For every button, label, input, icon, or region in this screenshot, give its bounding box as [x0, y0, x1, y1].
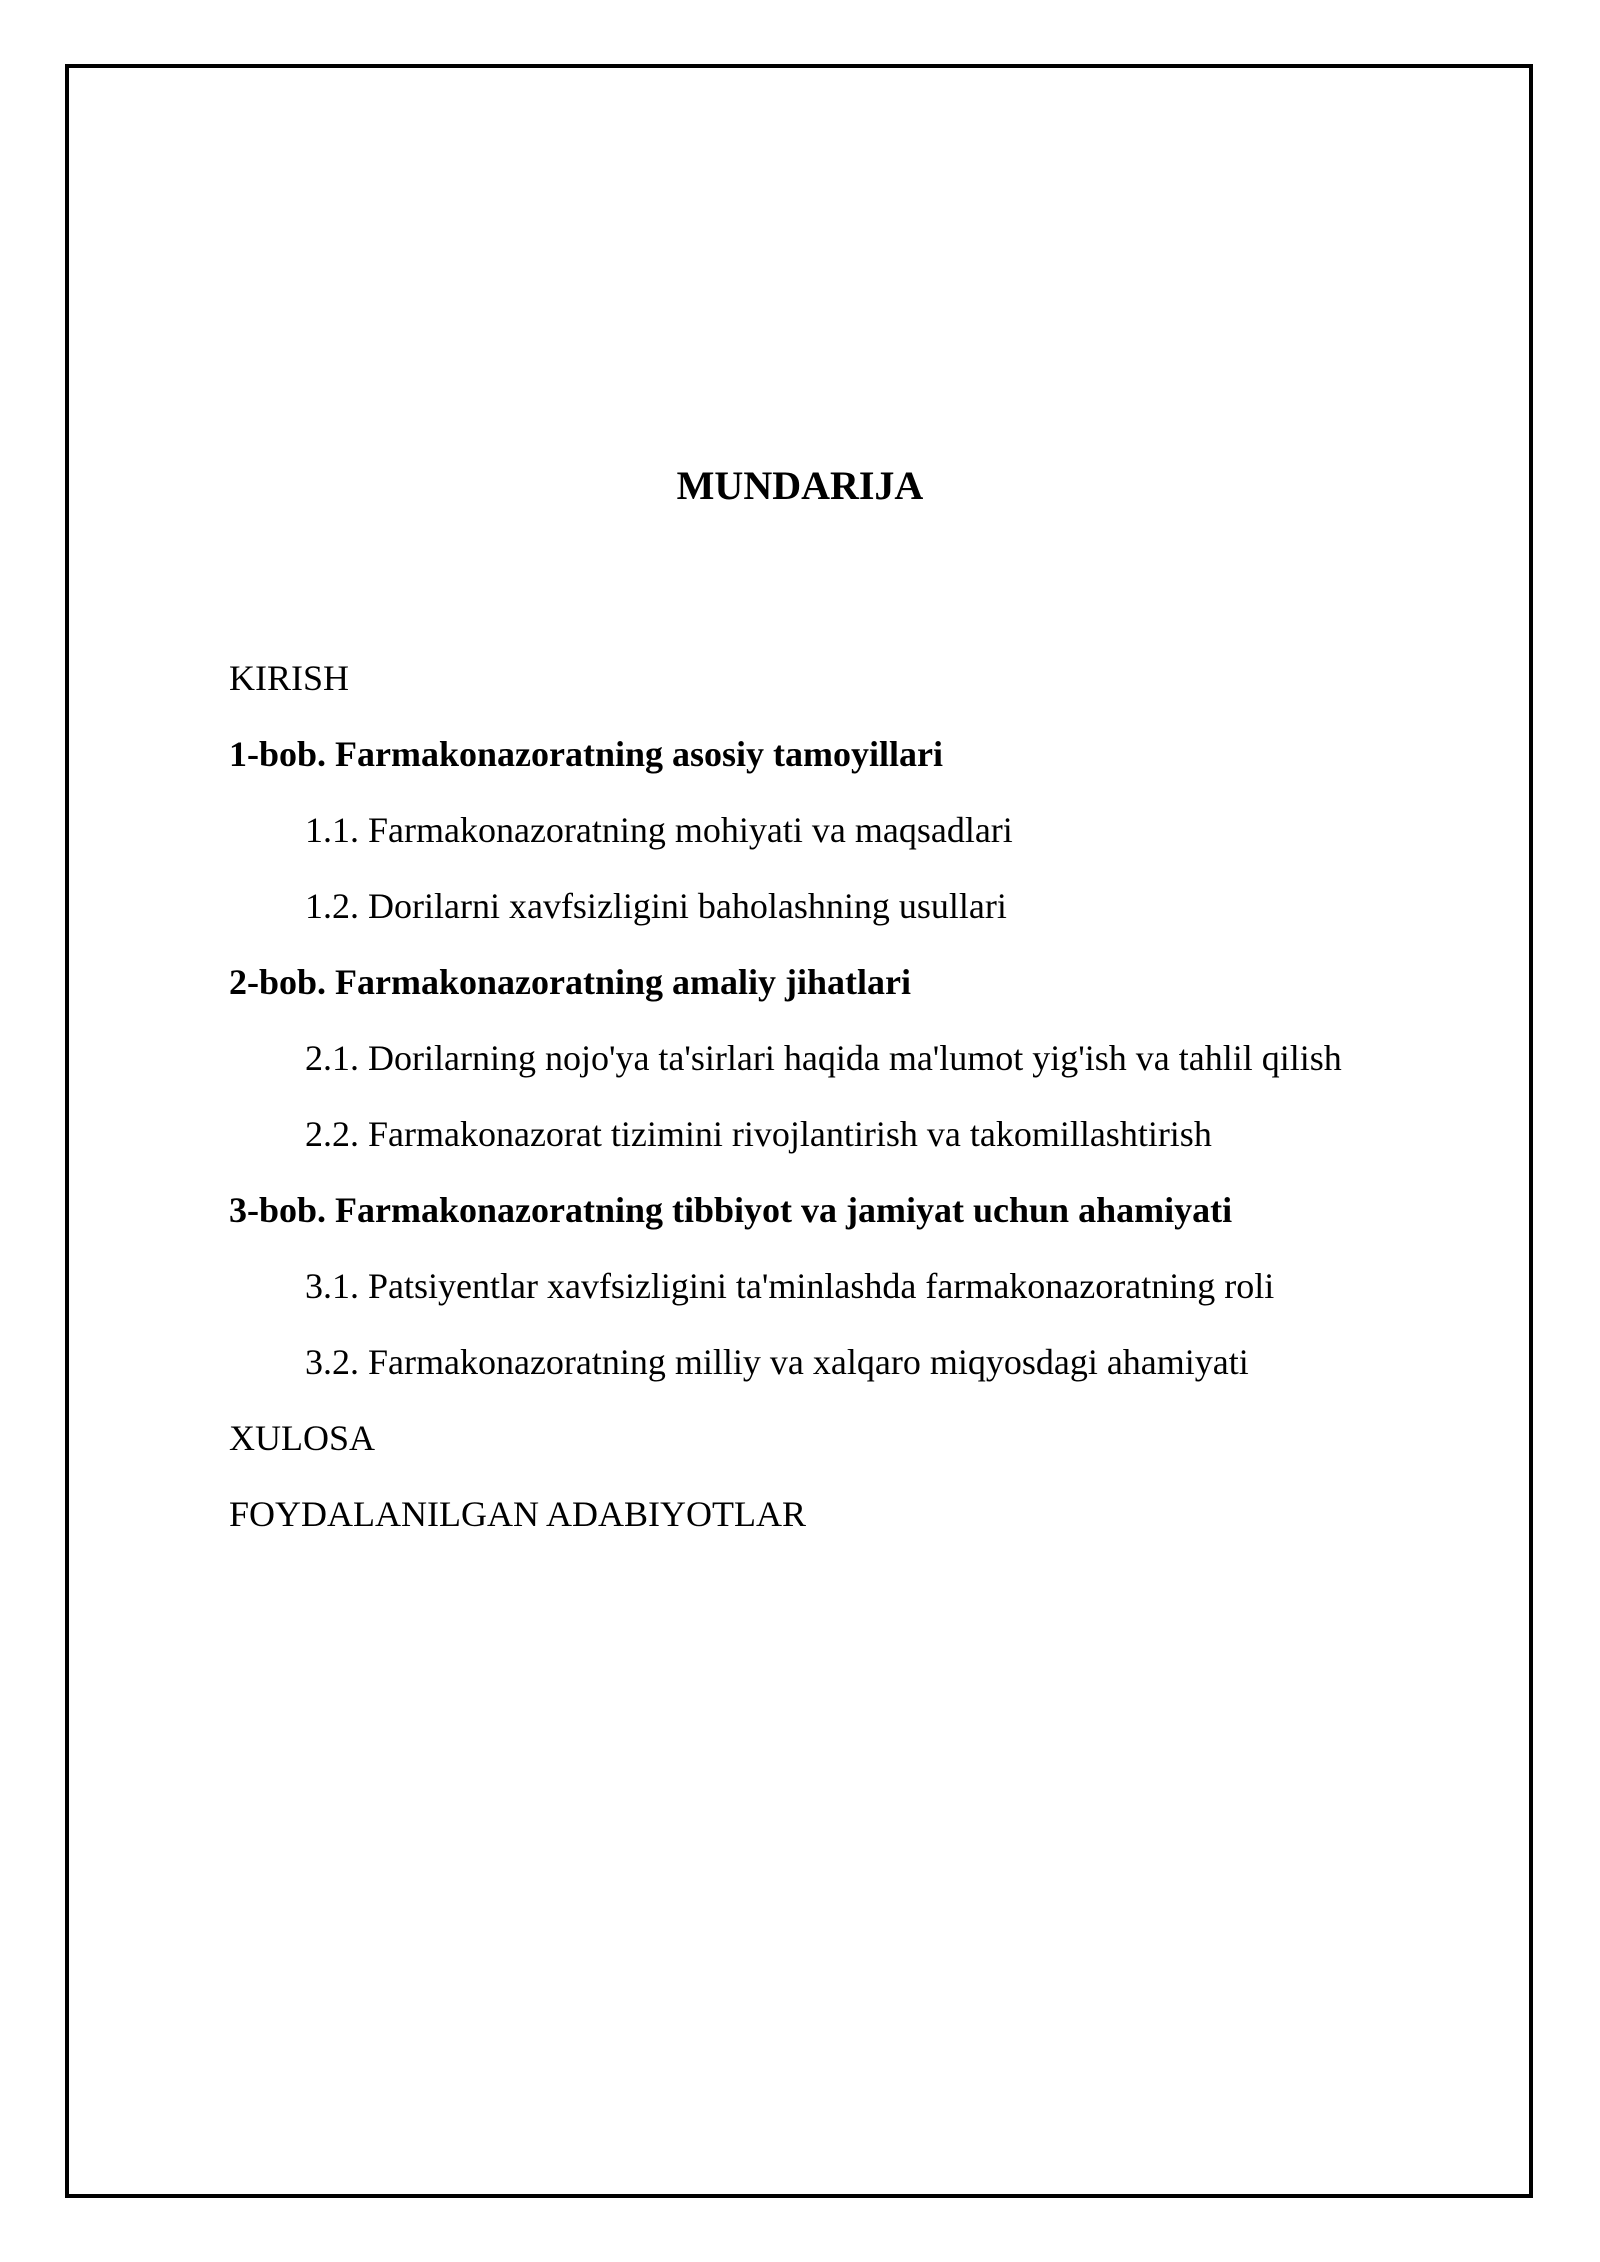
table-of-contents [229, 640, 1342, 1552]
toc-section-2-1: 2.1. Dorilarning nojo'ya ta'sirlari haqida ma'lumot yig'ish va tahlil qilish [305, 1038, 1342, 1078]
toc-section-3-2: 3.2. Farmakonazoratning milliy va xalqaro miqyosdagi ahamiyati [305, 1342, 1249, 1382]
toc-section-2-2: 2.2. Farmakonazorat tizimini rivojlantirish va takomillashtirish [305, 1114, 1212, 1154]
toc-chapter-2: 2-bob. Farmakonazoratning amaliy jihatlari [229, 962, 911, 1002]
toc-section-1-2: 1.2. Dorilarni xavfsizligini baholashning usullari [305, 886, 1007, 926]
toc-entry-conclusion: XULOSA [229, 1418, 376, 1458]
toc-section-3-1: 3.1. Patsiyentlar xavfsizligini ta'minlashda farmakonazoratning roli [305, 1266, 1275, 1306]
toc-section-1-1: 1.1. Farmakonazoratning mohiyati va maqsadlari [305, 810, 1013, 850]
toc-chapter-3: 3-bob. Farmakonazoratning tibbiyot va jamiyat uchun ahamiyati [229, 1190, 1233, 1230]
toc-entry-introduction: KIRISH [229, 658, 350, 698]
toc-title: MUNDARIJA [676, 463, 924, 508]
toc-chapter-1: 1-bob. Farmakonazoratning asosiy tamoyillari [229, 734, 944, 774]
toc-entry-references: FOYDALANILGAN ADABIYOTLAR [229, 1494, 806, 1534]
